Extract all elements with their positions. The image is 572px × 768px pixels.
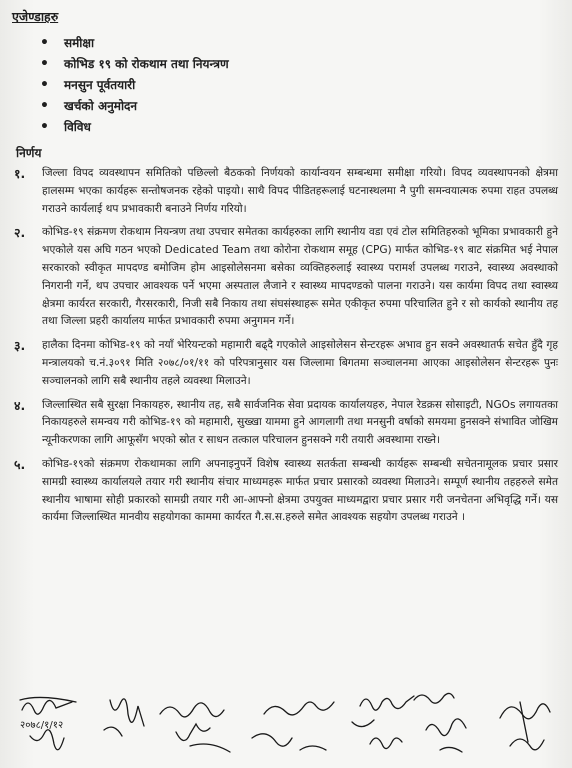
decision-item [10, 456, 562, 527]
decision-number: १. [14, 166, 26, 181]
bullet-icon: • [40, 56, 49, 72]
signatures-area [0, 688, 572, 768]
decision-item [10, 165, 562, 218]
agenda-item-label: समीक्षा [64, 36, 95, 50]
signature-date: २०७८/१/१२ [20, 720, 64, 731]
agenda-item [40, 96, 562, 117]
bullet-icon: • [40, 35, 49, 51]
agenda-item-label: विविध [64, 120, 91, 134]
bullet-icon: • [40, 98, 49, 114]
agenda-item [40, 54, 562, 75]
agenda-item [40, 33, 562, 54]
decision-number: ५. [14, 456, 26, 472]
bullet-icon: • [40, 77, 49, 93]
decision-item [10, 337, 562, 390]
signature [104, 699, 144, 736]
agenda-heading: एजेण्डाहरु [12, 9, 59, 24]
signature [252, 702, 334, 750]
decision-number: ३. [14, 338, 26, 354]
signature [20, 697, 76, 749]
decision-number: ४. [14, 397, 26, 413]
agenda-item [40, 117, 562, 138]
signature [500, 702, 550, 750]
bullet-icon: • [40, 119, 49, 135]
signature [160, 703, 230, 752]
signature [352, 696, 414, 749]
decision-text: कोभिड-१९को संक्रमण रोकथामका लागि अपनाइनुपर्ने विशेष स्वास्थ्य सतर्कता सम्बन्धी कार्यहरू सम्बन्धी सचेतनामूलक प्रचार प्रसार सामग्री स्वास्थ्य कार्यालयले तयार गरी स्थानीय संचार माध्यमहरू मार्फत प्रचार प्रसारको व्यवस्था मिलाउने। सम्पूर्ण स्थानीय तहहरुले समेत स्थानीय भाषामा सोही प्रकारको सामग्री तयार गरी आ-आफ्नो क्षेत्रमा उपयुक्त माध्यमद्वारा प्रचार प्रसार गरी जनचेतना अभिवृद्धि गर्ने। यस कार्यमा जिल्लास्थित मानवीय सहयोगका काममा कार्यरत गै.स.स.हरुले समेत आवश्यक सहयोग उपलब्ध गराउने । [42, 457, 558, 524]
decision-item [10, 397, 562, 450]
agenda-item-label: कोभिड १९ को रोकथाम तथा नियन्त्रण [64, 57, 229, 71]
signature [414, 693, 466, 752]
agenda-item-label: मनसुन पूर्वतयारी [64, 78, 136, 92]
decisions-heading: निर्णय [16, 146, 42, 160]
agenda-list [10, 33, 562, 138]
decision-item [10, 224, 562, 331]
decision-text: कोभिड-१९ संक्रमण रोकथाम नियन्त्रण तथा उपचार समेतका कार्यहरुका लागि स्थानीय वडा एवं टोल समितिहरुको भूमिका प्रभावकारी हुने भएकोले यस अघि गठन भएको Dedicated Team तथा कोरोना रोकथाम समूह (CPG) मार्फत कोभिड-१९ बाट संक्रमित भई नेपाल सरकारको स्वीकृत मापदण्ड बमोजिम होम आइसोलेसनमा बसेका व्यक्तिहरुलाई स्वास्थ्य परामर्श उपलब्ध गराउने, स्वास्थ्य अवस्थाको निगरानी गर्ने, थप उपचार आवश्यक पर्ने भएमा अस्पताल लैजाने र स्वास्थ्य मापदण्डको पालना गराउने। यस कार्यमा विपद तथा स्वास्थ्य क्षेत्रमा कार्यरत सरकारी, गैरसरकारी, निजी सबै निकाय तथा संघसंस्थाहरू समेत एकीकृत रुपमा परिचालित हुने र सो कार्यको स्थानीय तह तथा जिल्ला प्रहरी कार्यालय मार्फत प्रभावकारी रुपमा अनुगमन गर्ने। [42, 226, 558, 328]
agenda-item [40, 75, 562, 96]
decision-text: जिल्लास्थित सबै सुरक्षा निकायहरु, स्थानीय तह, सबै सार्वजनिक सेवा प्रदायक कार्यालयहरु, नेपाल रेडक्रस सोसाइटी, NGOs लगायतका निकायहरुले समन्वय गरी कोभिड-१९ को महामारी, सुख्खा याममा हुने आगलागी तथा मनसुनी वर्षाको समयमा हुनसक्ने संभावित जोखिम न्यूनीकरणका लागि आफूसँग भएको स्रोत र साधन तत्काल परिचालन हुनसक्ने गरी तयारी अवस्थामा राख्ने। [42, 398, 558, 447]
agenda-item-label: खर्चको अनुमोदन [64, 99, 138, 113]
decision-text: जिल्ला विपद व्यवस्थापन समितिको पछिल्लो बैठकको निर्णयको कार्यान्वयन सम्बन्धमा समीक्षा गरियो। विपद व्यवस्थापनको क्षेत्रमा हालसम्म भएका कार्यहरू सन्तोषजनक रहेको पाइयो। साथै विपद पीडितहरूलाई घटनास्थलमा नै पुगी समन्वयात्मक रुपमा राहत उपलब्ध गराउने कार्यलाई थप प्रभावकारी बनाउने निर्णय गरियो। [42, 167, 558, 215]
decision-number: २. [14, 225, 26, 241]
decision-text: हालैका दिनमा कोभिड-१९ को नयाँ भेरियन्टको महामारी बढ्दै गएकोले आइसोलेसन सेन्टरहरू अभाव हुन सक्ने अवस्थातर्फ सचेत हुँदै गृह मन्त्रालयको च.नं.३०९१ मिति २०७८/०१/११ को परिपत्रानुसार यस जिल्लामा बिगतमा सञ्चालनमा आएका आइसोलेसन सेन्टरहरू पुनः सञ्चालनको लागि सबै स्थानीय तहले व्यवस्था मिलाउने। [42, 339, 558, 387]
